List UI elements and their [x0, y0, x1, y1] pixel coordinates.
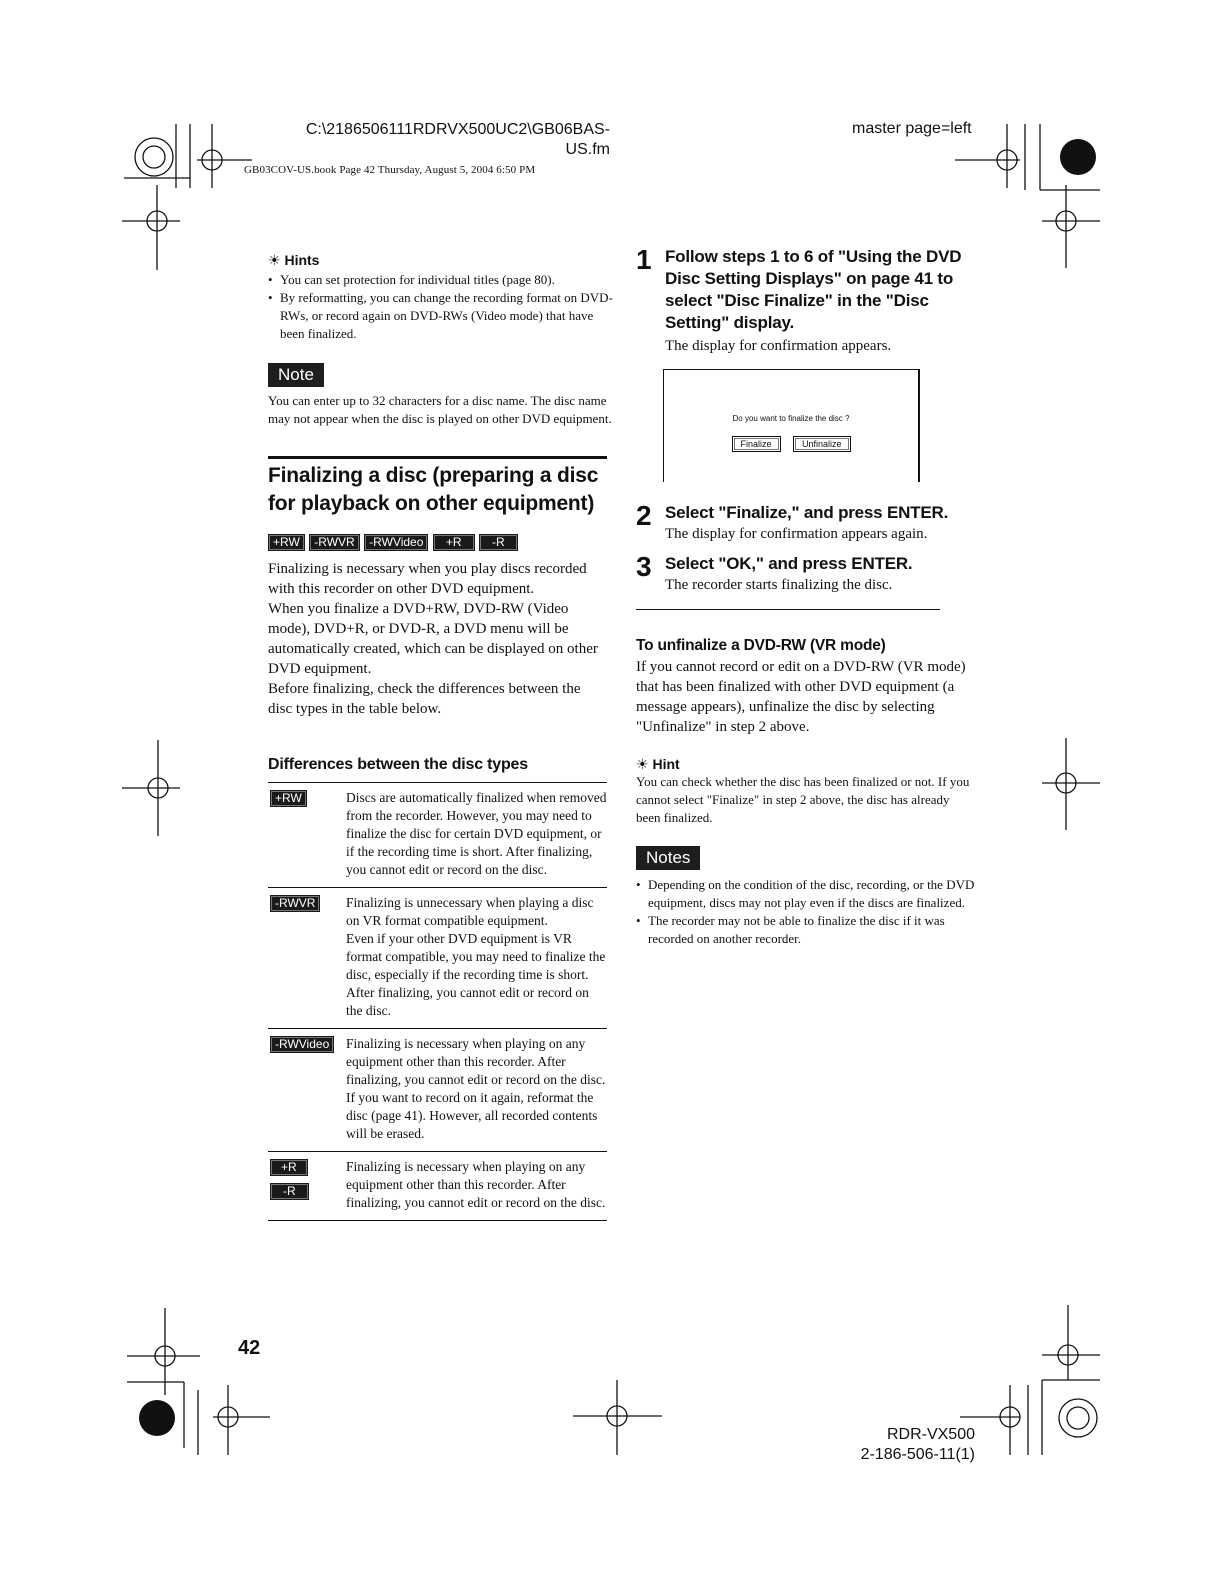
lightbulb-icon: ☀: [268, 252, 281, 268]
file-path: [300, 120, 610, 160]
dialog-buttons: [664, 434, 918, 452]
book-info: GB03COV-US.book Page 42 Thursday, August 5, 2004 6:50 PM: [244, 164, 536, 176]
master-page-label: master page=left: [852, 120, 972, 137]
section-title-line2: for playback on other equipment): [268, 492, 595, 515]
disc-badges: [268, 533, 613, 551]
section-paragraph-3: Before finalizing, check the differences between the disc types in the table below.: [268, 681, 581, 717]
step-3: [636, 553, 981, 595]
lightbulb-icon: ☀: [636, 756, 649, 772]
file-path-line2: US.fm: [565, 141, 610, 158]
part-number: 2-186-506-11(1): [860, 1446, 975, 1463]
hint-heading: [636, 756, 976, 773]
differences-title: Differences between the disc types: [268, 756, 528, 773]
badge-plus-rw: +RW: [268, 534, 305, 551]
hint-right: [636, 756, 976, 827]
row-text: Finalizing is necessary when playing on any equipment other than this recorder. After finalizing, you cannot edit or record on the disc.: [346, 1152, 607, 1221]
hints-heading: [268, 252, 613, 269]
unfinalize-block: [636, 635, 966, 737]
badge-minus-rw-video: -RWVideo: [364, 534, 428, 551]
note-block: [268, 363, 613, 428]
hints-list: [268, 271, 613, 343]
dialog-question: Do you want to finalize the disc ?: [732, 414, 850, 423]
differences-table: [268, 783, 607, 1221]
steps-end-rule: [636, 609, 940, 610]
step-1-number: 1: [636, 244, 652, 275]
badge-minus-r: -R: [479, 534, 518, 551]
finalize-button[interactable]: Finalize: [732, 436, 781, 452]
section-body: [268, 559, 608, 719]
notes-list: [636, 876, 976, 948]
step-2-number: 2: [636, 500, 652, 531]
footer-model: [830, 1425, 975, 1465]
section-title: [268, 462, 613, 518]
step-1: [636, 246, 981, 356]
notes-label: Notes: [636, 846, 700, 870]
unfinalize-text: If you cannot record or edit on a DVD-RW (VR mode) that has been finalized with other DVD equipment (a message appears), unfinalize the disc by selecting "Unfinalize" in step 2 above.: [636, 659, 966, 735]
row-badge-minus-rw-video: -RWVideo: [270, 1036, 334, 1053]
hints-title: Hints: [284, 252, 320, 268]
table-row: [268, 1029, 607, 1152]
unfinalize-title: To unfinalize a DVD-RW (VR mode): [636, 637, 886, 654]
step-2-desc: The display for confirmation appears again.: [665, 526, 928, 542]
row-badge-plus-r: +R: [270, 1159, 308, 1176]
confirm-dialog: [663, 369, 920, 482]
notes-block: [636, 846, 976, 948]
model-name: RDR-VX500: [886, 1426, 975, 1443]
step-3-title: Select "OK," and press ENTER.: [665, 554, 913, 573]
row-badge-minus-rw-vr: -RWVR: [270, 895, 320, 912]
section-paragraph-1: Finalizing is necessary when you play discs recorded with this recorder on other DVD equipment.: [268, 561, 587, 597]
hints-top: [268, 252, 613, 343]
hint-item: • By reformatting, you can change the recording format on DVD-RWs, or record again on DVD-RWs (Video mode) that have been finalized.: [268, 289, 613, 343]
note-label: Note: [268, 363, 324, 387]
section-title-line1: Finalizing a disc (preparing a disc: [268, 464, 599, 487]
table-row: [268, 888, 607, 1029]
table-row: [268, 1152, 607, 1221]
row-badge-minus-r: -R: [270, 1183, 309, 1200]
step-2: [636, 502, 981, 544]
file-path-line1: C:\2186506111RDRVX500UC2\GB06BAS-: [305, 121, 610, 138]
section-rule: [268, 456, 607, 459]
step-3-desc: The recorder starts finalizing the disc.: [665, 577, 893, 593]
step-2-title: Select "Finalize," and press ENTER.: [665, 503, 949, 522]
page-number: 42: [238, 1337, 261, 1359]
badge-plus-r: +R: [433, 534, 475, 551]
hint-title: Hint: [652, 756, 680, 772]
table-row: [268, 783, 607, 888]
row-text: Discs are automatically finalized when removed from the recorder. However, you may need to finalize the disc for certain DVD equipment, or if the recording time is short. After finalizing, you cannot edit or record on the disc.: [346, 783, 607, 888]
hint-text: You can check whether the disc has been finalized or not. If you cannot select "Finalize" in step 2 above, the disc has already been finalized.: [636, 774, 970, 825]
step-1-desc: The display for confirmation appears.: [665, 338, 892, 354]
unfinalize-button[interactable]: Unfinalize: [793, 436, 851, 452]
badge-minus-rw-vr: -RWVR: [309, 534, 359, 551]
hint-item: • You can set protection for individual titles (page 80).: [268, 271, 613, 289]
note-item: • The recorder may not be able to finalize the disc if it was recorded on another recorder.: [636, 912, 976, 948]
note-text: You can enter up to 32 characters for a disc name. The disc name may not appear when the disc is played on other DVD equipment.: [268, 393, 612, 426]
section-paragraph-2: When you finalize a DVD+RW, DVD-RW (Video mode), DVD+R, or DVD-R, a DVD menu will be automatically created, which can be displayed on other DVD equipment.: [268, 601, 598, 677]
row-badge-plus-rw: +RW: [270, 790, 307, 807]
step-3-number: 3: [636, 551, 652, 582]
row-text: Finalizing is unnecessary when playing a disc on VR format compatible equipment. Even if your other DVD equipment is VR format compatible, you may need to finalize the disc, especially if the recording time is short. After finalizing, you cannot edit or record on the disc.: [346, 888, 607, 1029]
row-text: Finalizing is necessary when playing on any equipment other than this recorder. After finalizing, you cannot edit or record on the disc. If you want to record on it again, reformat the disc (page 41). However, all recorded contents will be erased.: [346, 1029, 607, 1152]
note-item: • Depending on the condition of the disc, recording, or the DVD equipment, discs may not play even if the discs are finalized.: [636, 876, 976, 912]
step-1-title: Follow steps 1 to 6 of "Using the DVD Disc Setting Displays" on page 41 to select "Disc Finalize" in the "Disc Setting" display.: [665, 247, 962, 332]
